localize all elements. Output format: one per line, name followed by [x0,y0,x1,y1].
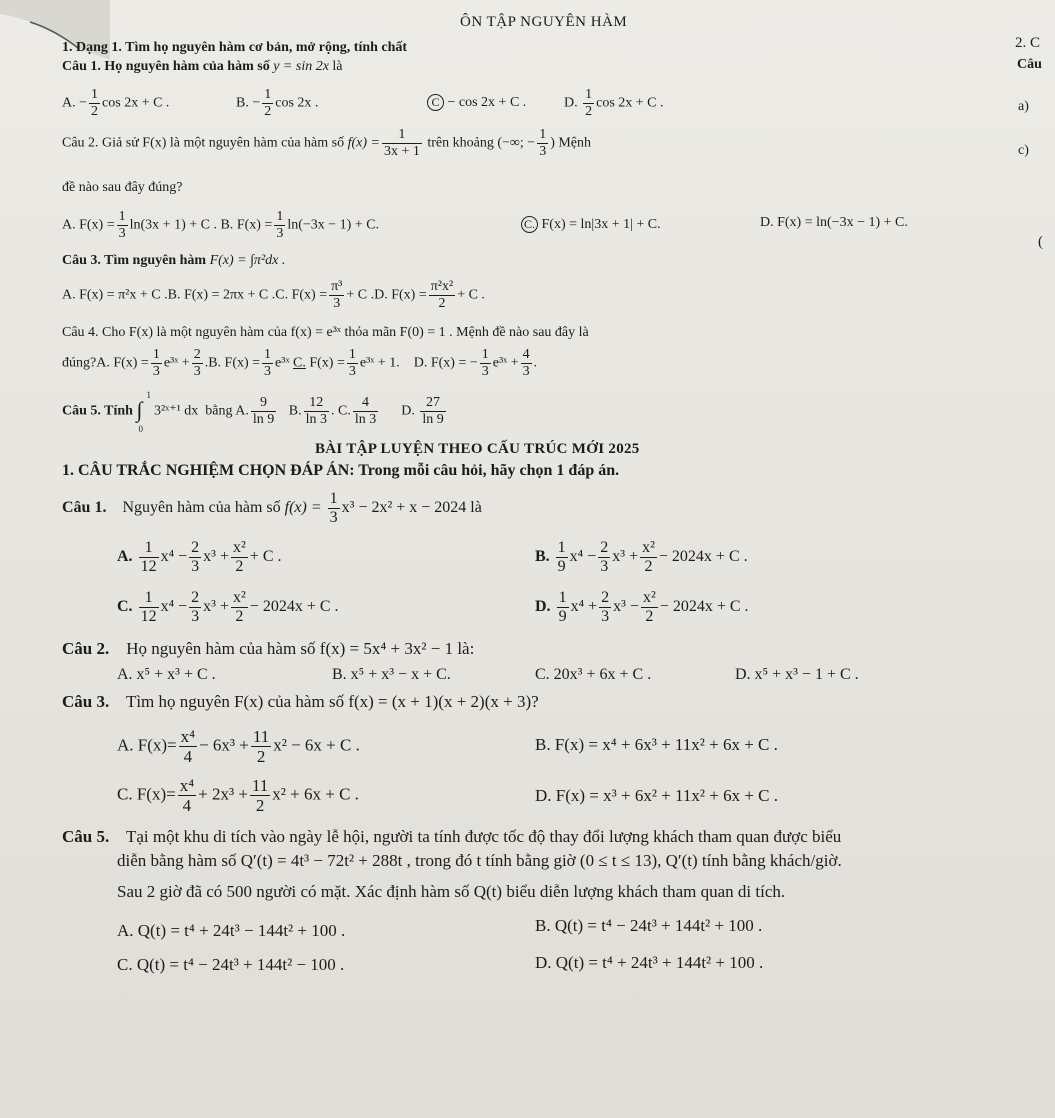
p2-q2-option-c: C. 20x³ + 6x + C . [535,666,652,683]
q4-options: đúng?A. F(x) = $\frac{1}{3}$ e³ˣ + $\frac{2}{3}$ .B. F(x) = $\frac{1}{3}$ e³ˣ C. F(x) = $\frac{1}{3}$ e³ˣ + 1. D. F(x) = − $\frac{1}{3}$ e³ˣ + $\frac{4}{3}$ . [62,347,538,379]
q1-option-c: C − cos 2x + C . [427,94,526,111]
right-cut-text: 2. C [1015,35,1041,51]
q1-option-d: D. $\frac{1}{2}$ cos 2x + C . [564,87,664,119]
p2-q5-option-c: C. Q(t) = t⁴ − 24t³ + 144t² − 100 . [117,955,345,974]
circled-answer-mark: C. [521,216,538,233]
right-cut-text: a) [1018,99,1029,114]
section-heading-2: BÀI TẬP LUYỆN THEO CẤU TRÚC MỚI 2025 [315,441,640,457]
p2-q2-option-d: D. x⁵ + x³ − 1 + C . [735,666,859,683]
question-3-stem: Câu 3. Tìm nguyên hàm F(x) = ∫π²dx . [62,253,286,268]
p2-q2-option-b: B. x⁵ + x³ − x + C. [332,666,451,683]
p2-question-5-line1: Câu 5. Tại một khu di tích vào ngày lễ hội, người ta tính được tốc độ thay đổi lượng khách tham quan được biểu [62,827,842,846]
right-cut-text: Câu [1017,57,1042,72]
question-4-stem: Câu 4. Cho F(x) là một nguyên hàm của f(x) = e³ˣ thỏa mãn F(0) = 1 . Mệnh đề nào sau đây là [62,325,589,340]
p2-question-3-stem: Câu 3. Tìm họ nguyên F(x) của hàm số f(x) = (x + 1)(x + 2)(x + 3)? [62,692,539,711]
p2-q2-option-a: A. x⁵ + x³ + C . [117,666,216,683]
p2-q3-option-d: D. F(x) = x³ + 6x² + 11x² + 6x + C . [535,786,778,805]
right-cut-text: c) [1018,143,1029,158]
q1-option-a: A. − $\frac{1}{2}$ cos 2x + C . [62,87,170,119]
p2-q1-option-a: A. $\frac{1}{12}$ x⁴ − $\frac{2}{3}$ x³ + $\frac{\text{x²}}{2}$ + C . [117,539,282,575]
q2-option-c: C. F(x) = ln|3x + 1| + C. [521,216,661,233]
section-subheading: 1. CÂU TRẮC NGHIỆM CHỌN ĐÁP ÁN: Trong mỗi câu hỏi, hãy chọn 1 đáp án. [62,462,620,479]
p2-question-2-stem: Câu 2. Họ nguyên hàm của hàm số f(x) = 5x⁴ + 3x² − 1 là: [62,639,475,658]
q2-options-ab: A. F(x) = $\frac{1}{3}$ ln(3x + 1) + C . B. F(x) = $\frac{1}{3}$ ln(−3x − 1) + C. [62,209,380,241]
question-2-line2: đề nào sau đây đúng? [62,180,183,195]
p2-q3-option-b: B. F(x) = x⁴ + 6x³ + 11x² + 6x + C . [535,735,778,754]
circled-answer-mark: C [427,94,444,111]
section-heading: 1. Dạng 1. Tìm họ nguyên hàm cơ bản, mở rộng, tính chất [62,40,408,55]
right-cut-text: ( [1038,234,1043,250]
p2-question-5-line2: diễn bằng hàm số Q′(t) = 4t³ − 72t² + 288t , trong đó t tính bằng giờ (0 ≤ t ≤ 13), Q′(t) tính bằng khách/giờ. [117,851,842,870]
p2-question-1-stem: Câu 1. Nguyên hàm của hàm số f(x) = $\frac{1}{3}$ x³ − 2x² + x − 2024 là [62,490,482,526]
p2-q5-option-a: A. Q(t) = t⁴ + 24t³ − 144t² + 100 . [117,921,346,940]
q2-option-d: D. F(x) = ln(−3x − 1) + C. [760,215,908,230]
page-title: ÔN TẬP NGUYÊN HÀM [460,14,628,30]
question-2-stem: Câu 2. Giả sử F(x) là một nguyên hàm của hàm số f(x) = $\frac{1}{3x + 1}$ trên khoảng (−∞; − $\frac{1}{3}$ ) Mệnh [62,127,592,159]
q1-option-b: B. − $\frac{1}{2}$ cos 2x . [236,87,319,119]
p2-q1-option-b: B. $\frac{1}{9}$ x⁴ − $\frac{2}{3}$ x³ + $\frac{\text{x²}}{2}$ − 2024x + C . [535,539,748,575]
p2-q3-option-c: C. F(x)= $\frac{\text{x⁴}}{4}$ + 2x³ + $\frac{11}{2}$ x² + 6x + C . [117,776,359,815]
p2-question-5-line3: Sau 2 giờ đã có 500 người có mặt. Xác định hàm số Q(t) biểu diễn lượng khách tham quan di tích. [117,882,786,901]
question-5: Câu 5. Tính ∫ 1 0 3²ˣ⁺¹ dx bằng A. $\frac{9}{\ln 9}$ B. $\frac{12}{\ln 3}$ . C. $\frac{4}{\ln 3}$ D. $\frac{27}{\ln 9}$ [62,389,444,434]
q3-options: A. F(x) = π²x + C .B. F(x) = 2πx + C .C. F(x) = $\frac{\text{π³}}{3}$ + C .D. F(x) = $\frac{\text{π²x²}}{2}$ + C . [62,279,485,311]
integral-sign: ∫ [136,396,143,422]
p2-q1-option-c: C. $\frac{1}{12}$ x⁴ − $\frac{2}{3}$ x³ + $\frac{\text{x²}}{2}$ − 2024x + C . [117,589,339,625]
p2-q5-option-d: D. Q(t) = t⁴ + 24t³ + 144t² + 100 . [535,953,764,972]
p2-q1-option-d: D. $\frac{1}{9}$ x⁴ + $\frac{2}{3}$ x³ − $\frac{\text{x²}}{2}$ − 2024x + C . [535,589,749,625]
p2-q3-option-a: A. F(x)= $\frac{\text{x⁴}}{4}$ − 6x³ + $\frac{11}{2}$ x² − 6x + C . [117,727,360,766]
p2-q5-option-b: B. Q(t) = t⁴ − 24t³ + 144t² + 100 . [535,916,763,935]
question-1-stem: Câu 1. Họ nguyên hàm của hàm số y = sin 2x là [62,59,343,74]
